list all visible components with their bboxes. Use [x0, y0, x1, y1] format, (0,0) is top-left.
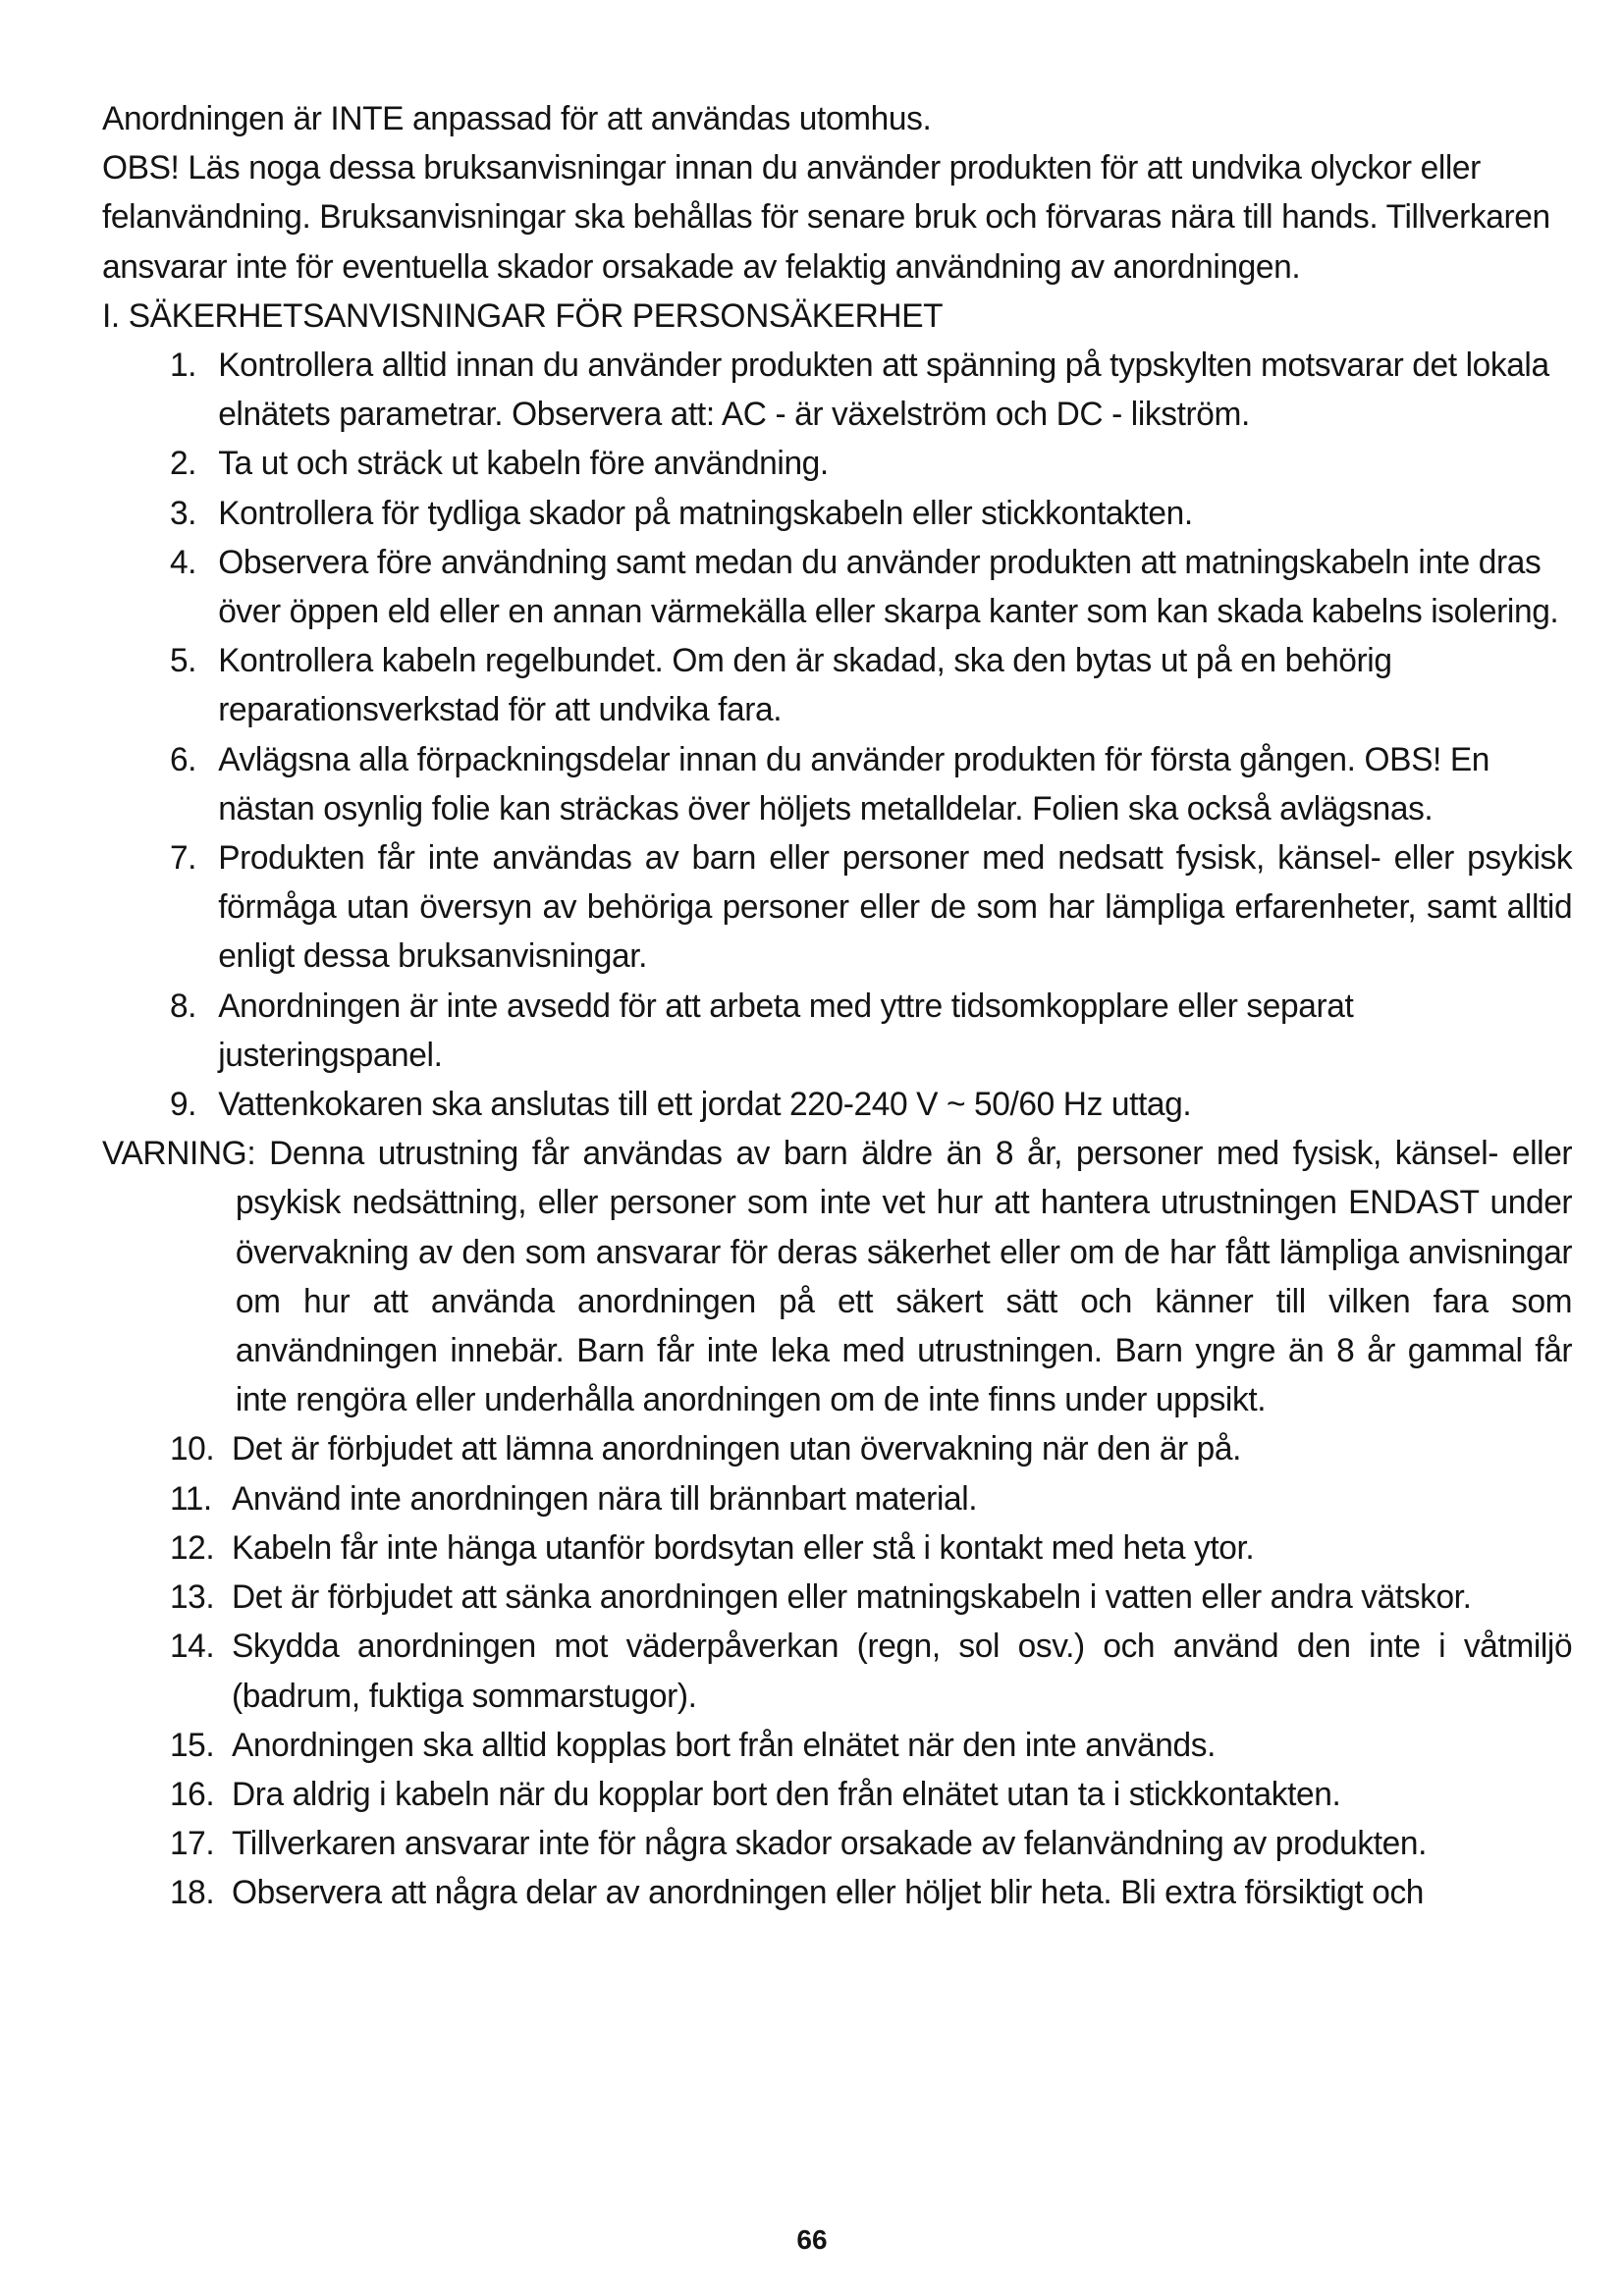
list-item [102, 1868, 1572, 1917]
item-number: 8. [169, 987, 197, 1025]
item-number: 14. [169, 1628, 215, 1666]
list-item [102, 735, 1572, 833]
item-number: 17. [169, 1825, 215, 1863]
list-item [102, 1770, 1572, 1819]
list-item [102, 1474, 1572, 1523]
item-text: Vattenkokaren ska anslutas till ett jordat 220-240 V ~ 50/60 Hz uttag. [218, 1086, 1192, 1124]
item-number: 6. [169, 740, 197, 778]
document-body [102, 94, 1582, 1918]
item-text: Avlägsna alla förpackningsdelar innan du använder produkten för första gången. OBS! En nästan osynlig folie kan sträckas över höljets metalldelar. Folien ska också avlägsnas. [218, 740, 1498, 828]
list-item [102, 439, 1572, 488]
item-text: Anordningen är inte avsedd för att arbeta med yttre tidsomkopplare eller separat justeringspanel. [218, 987, 1363, 1074]
item-text: Kontrollera för tydliga skador på matningskabeln eller stickkontakten. [218, 494, 1193, 532]
item-text: Det är förbjudet att lämna anordningen utan övervakning när den är på. [231, 1430, 1242, 1468]
list-item [102, 833, 1582, 982]
item-number: 10. [169, 1430, 215, 1468]
list-item [102, 1819, 1572, 1868]
item-number: 2. [169, 445, 197, 483]
item-text: Observera att några delar av anordningen eller höljet blir heta. Bli extra försiktigt och [231, 1874, 1425, 1912]
item-number: 1. [169, 347, 197, 385]
item-text: Kontrollera alltid innan du använder produkten att spänning på typskylten motsvarar det lokala elnätets parametrar. Observera att: AC - är växelström och DC - likström. [218, 347, 1558, 434]
item-text: Produkten får inte användas av barn eller personer med nedsatt fysisk, känsel- eller psykisk förmåga utan översyn av behöriga personer eller de som har lämpliga erfarenheter, samt alltid enligt dessa bruksanvisningar. [218, 839, 1582, 976]
item-number: 3. [169, 494, 197, 532]
item-number: 9. [169, 1086, 197, 1124]
section-heading: I. SÄKERHETSANVISNINGAR FÖR PERSONSÄKERHET [102, 296, 944, 335]
item-text: Kontrollera kabeln regelbundet. Om den är skadad, ska den bytas ut på en behörig reparationsverkstad för att undvika fara. [218, 642, 1401, 729]
list-item [102, 341, 1572, 439]
outdoor-notice: Anordningen är INTE anpassad för att användas utomhus. [102, 100, 932, 137]
list-item [102, 982, 1572, 1080]
list-item [102, 636, 1572, 734]
item-text: Dra aldrig i kabeln när du kopplar bort den från elnätet utan ta i stickkontakten. [231, 1775, 1341, 1813]
obs-notice: OBS! Läs noga dessa bruksanvisningar innan du använder produkten för att undvika olyckor eller felanvändning. Bruksanvisningar ska behållas för senare bruk och förvaras nära till hands. Tillverkaren ansvarar inte för eventuella skador orsakade av felaktig användning av anordningen. [102, 149, 1550, 286]
list-item [102, 1080, 1572, 1129]
safety-list-10-18 [102, 1424, 1582, 1917]
item-number: 4. [169, 543, 197, 581]
list-item [102, 489, 1572, 538]
item-text: Det är förbjudet att sänka anordningen eller matningskabeln i vatten eller andra vätskor. [231, 1578, 1472, 1617]
item-text: Anordningen ska alltid kopplas bort från elnätet när den inte används. [231, 1726, 1216, 1764]
list-item [102, 538, 1572, 636]
list-item [102, 1573, 1572, 1622]
list-item [102, 1523, 1572, 1573]
item-number: 7. [169, 839, 197, 878]
item-number: 11. [169, 1479, 212, 1518]
item-number: 18. [169, 1874, 215, 1912]
item-number: 15. [169, 1726, 215, 1764]
item-number: 13. [169, 1578, 215, 1617]
warning-paragraph: VARNING: Denna utrustning får användas av barn äldre än 8 år, personer med fysisk, känsel- eller psykisk nedsättning, eller personer som inte vet hur att hantera utrustningen ENDAST under övervakning av den som ansvarar för deras säkerhet eller om de har fått lämpliga anvisningar om hur att använda anordningen på ett säkert sätt och känner till vilken fara som användningen innebär. Barn får inte leka med utrustningen. Barn yngre än 8 år gammal får inte rengöra eller underhålla anordningen om de inte finns under uppsikt. [102, 1135, 1573, 1419]
item-number: 5. [169, 642, 197, 680]
item-text: Tillverkaren ansvarar inte för några skador orsakade av felanvändning av produkten. [231, 1825, 1428, 1863]
item-number: 12. [169, 1528, 215, 1567]
item-text: Kabeln får inte hänga utanför bordsytan eller stå i kontakt med heta ytor. [231, 1528, 1255, 1567]
item-text: Observera före användning samt medan du använder produkten att matningskabeln inte dras över öppen eld eller en annan värmekälla eller skarpa kanter som kan skada kabelns isolering. [218, 543, 1559, 631]
item-text: Skydda anordningen mot väderpåverkan (regn, sol osv.) och använd den inte i våtmiljö (badrum, fuktiga sommarstugor). [231, 1628, 1582, 1715]
list-item [102, 1424, 1572, 1473]
safety-list-1-9 [102, 341, 1582, 1129]
item-number: 16. [169, 1775, 215, 1813]
page-number: 66 [796, 2224, 828, 2255]
item-text: Använd inte anordningen nära till brännbart material. [231, 1479, 978, 1518]
list-item [102, 1622, 1582, 1720]
item-text: Ta ut och sträck ut kabeln före användning. [218, 445, 829, 483]
list-item [102, 1721, 1572, 1770]
